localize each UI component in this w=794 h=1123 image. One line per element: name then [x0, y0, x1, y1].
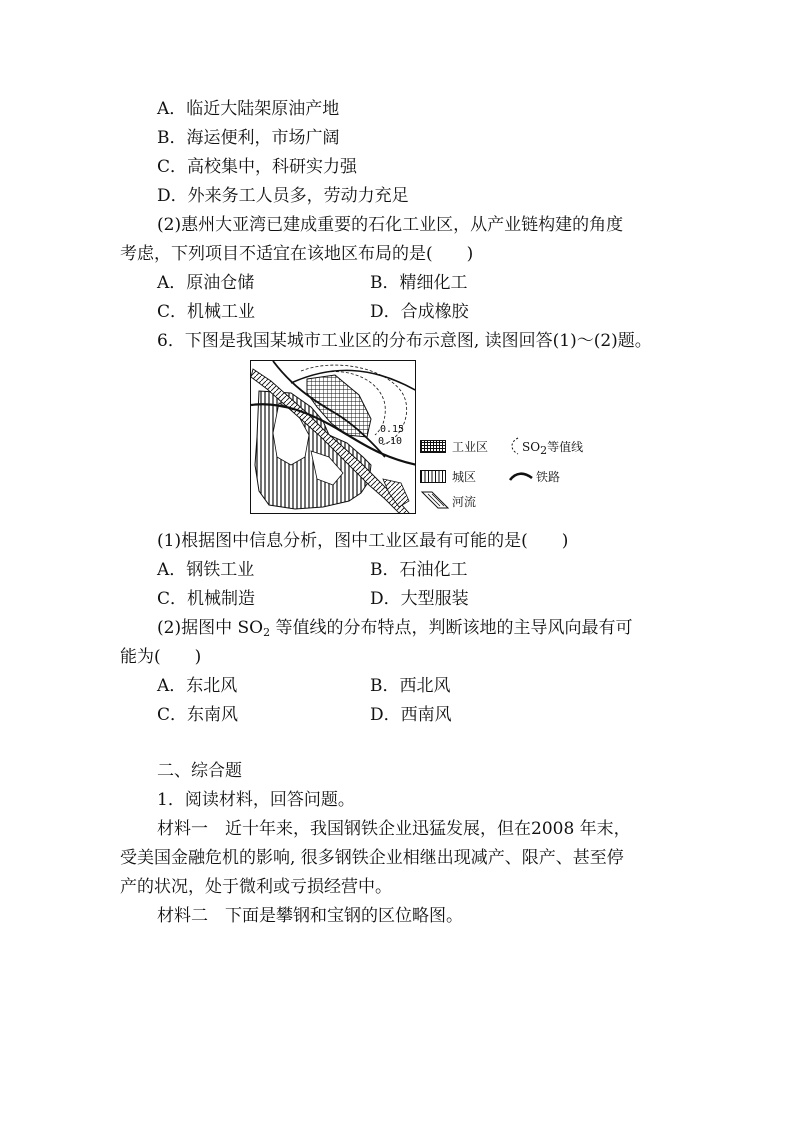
legend-so2-pre: SO — [522, 440, 541, 454]
q6-sub2-line1 — [157, 617, 632, 639]
q6-sub2-option-d: D．西南风 — [370, 705, 452, 725]
q5-option-b: B．海运便利，市场广阔 — [157, 128, 340, 148]
legend-so2-sub: 2 — [540, 444, 548, 457]
q6-sub2-option-b: B．西北风 — [370, 676, 451, 696]
q6-sub1-option-a: A．钢铁工业 — [157, 560, 255, 580]
q5-option-a: A．临近大陆架原油产地 — [157, 99, 340, 119]
q5-sub2-line2: 考虑，下列项目不适宜在该地区布局的是( ) — [120, 244, 474, 264]
q5-sub2-line1: (2)惠州大亚湾已建成重要的石化工业区，从产业链构建的角度 — [157, 215, 624, 235]
q6-sub2-option-a: A．东北风 — [157, 676, 238, 696]
legend-river-icon — [420, 490, 450, 510]
q6-sub1-option-b: B．石油化工 — [370, 560, 468, 580]
q6-sub2-post: 等值线的分布特点，判断该地的主导风向最有可 — [270, 618, 633, 638]
material1-line1: 材料一 近十年来，我国钢铁企业迅猛发展，但在2008 年末， — [157, 819, 631, 839]
material2: 材料二 下面是攀钢和宝钢的区位略图。 — [157, 906, 463, 926]
q5-sub2-option-d: D．合成橡胶 — [370, 302, 469, 322]
q6-sub2-option-c: C．东南风 — [157, 705, 239, 725]
legend-river-label: 河流 — [452, 495, 477, 509]
material1-line3: 产的状况，处于微利或亏损经营中。 — [120, 877, 392, 897]
q6-sub1-option-c: C．机械制造 — [157, 589, 256, 609]
q6-sub2-pre: (2)据图中 SO — [157, 618, 264, 638]
material1-line2: 受美国金融危机的影响, 很多钢铁企业相继出现减产、限产、甚至停 — [120, 848, 624, 868]
legend-rail-icon — [508, 468, 534, 484]
q6-sub2-line2: 能为( ) — [120, 647, 202, 667]
legend-city-swatch — [420, 470, 446, 483]
legend-so2-label — [522, 440, 584, 457]
iso-label-010: 0.10 — [378, 436, 403, 447]
legend-city-label: 城区 — [452, 470, 477, 484]
legend-industrial-swatch — [420, 440, 446, 453]
legend-industrial-label: 工业区 — [452, 440, 489, 454]
q6-sub1: (1)根据图中信息分析，图中工业区最有可能的是( ) — [157, 531, 569, 551]
legend-so2-post: 等值线 — [547, 440, 584, 454]
iso-label-015: 0.15 — [380, 424, 405, 435]
legend-so2-isoline-icon — [508, 436, 522, 456]
q6-sub1-option-d: D．大型服装 — [370, 589, 469, 609]
section2-heading: 二、综合题 — [157, 761, 242, 781]
q5-sub2-option-b: B．精细化工 — [370, 273, 468, 293]
q5-option-d: D．外来务工人员多，劳动力充足 — [157, 186, 409, 206]
section2-q1-stem: 1．阅读材料，回答问题。 — [157, 790, 355, 810]
q6-stem: 6．下图是我国某城市工业区的分布示意图, 读图回答(1)～(2)题。 — [157, 331, 652, 351]
q5-option-c: C．高校集中，科研实力强 — [157, 157, 358, 177]
q6-sub2-sub: 2 — [263, 626, 271, 639]
industrial-zone-map — [250, 360, 416, 514]
q5-sub2-option-c: C．机械工业 — [157, 302, 256, 322]
legend-rail-label: 铁路 — [536, 470, 561, 484]
q5-sub2-option-a: A．原油仓储 — [157, 273, 255, 293]
